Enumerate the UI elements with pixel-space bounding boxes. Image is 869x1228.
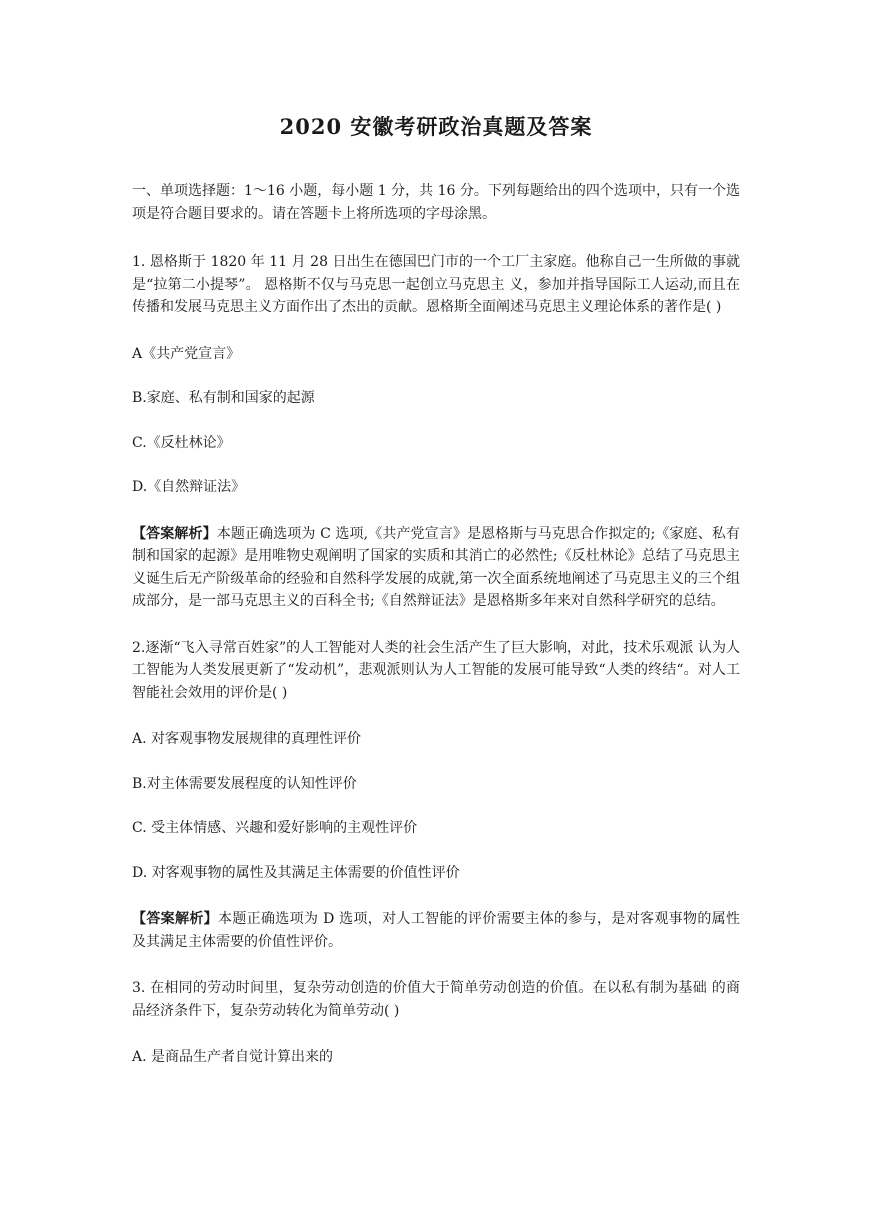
option-b: B.对主体需要发展程度的认知性评价 [132, 775, 357, 792]
answer-text: 本题正确选项为 D 选项，对人工智能的评价需要主体的参与，是对客观事物的属性及其满足主体需要的价值性评价。 [132, 911, 741, 950]
option-a: A《共产党宣言》 [132, 345, 241, 362]
answer-text: 本题正确选项为 C 选项,《共产党宣言》是恩格斯与马克思合作拟定的;《家庭、私有制和国家的起源》是用唯物史观阐明了国家的实质和其消亡的必然性;《反杜林论》总结了马克思主义诞生后无产阶级革命的经验和自然科学发展的成就,第一次全面系统地阐述了马克思主义的三个组成部分，是一部马克思主义的百科全书;《自然辩证法》是恩格斯多年来对自然科学研究的总结。 [132, 525, 741, 609]
option-c: C. 受主体情感、兴趣和爱好影响的主观性评价 [132, 820, 418, 836]
option-a: A. 是商品生产者自觉计算出来的 [132, 1049, 334, 1065]
option-b: B.家庭、私有制和国家的起源 [132, 390, 315, 406]
answer-explanation [132, 908, 740, 953]
option-c: C.《反杜林论》 [132, 434, 231, 451]
answer-explanation [132, 523, 740, 613]
answer-tag: 【答案解析】 [132, 911, 218, 927]
document-title: 2020 安徽考研政治真题及答案 [279, 114, 593, 139]
option-d: D. 对客观事物的属性及其满足主体需要的价值性评价 [132, 864, 460, 881]
section-intro: 一、单项选择题：1～16 小题，每小题 1 分，共 16 分。下列每题给出的四个选项中，只有一个选项是符合题目要求的。请在答题卡上将所选项的字母涂黑。 [132, 183, 740, 222]
question-stem: 2.逐渐“飞入寻常百姓家”的人工智能对人类的社会生活产生了巨大影响，对此，技术乐观派 认为人工智能为人类发展更新了“发动机”，悲观派则认为人工智能的发展可能导致“人类的终结“。对人工智能社会效用的评价是( ) [132, 639, 740, 701]
option-d: D.《自然辩证法》 [132, 479, 246, 495]
question-stem: 3. 在相同的劳动时间里，复杂劳动创造的价值大于简单劳动创造的价值。在以私有制为基础 的商品经济条件下，复杂劳动转化为简单劳动( ) [132, 980, 740, 1019]
question-stem: 1. 恩格斯于 1820 年 11 月 28 日出生在德国巴门市的一个工厂主家庭。他称自己一生所做的事就是“拉第二小提琴”。 恩格斯不仅与马克思一起创立马克思主 义，参加并指导国际工人运动,而且在传播和发展马克思主义方面作出了杰出的贡献。恩格斯全面阐述马克思主义理论体系的著作是( ) [132, 254, 740, 315]
answer-tag: 【答案解析】 [132, 525, 217, 542]
option-a: A. 对客观事物发展规律的真理性评价 [132, 731, 362, 747]
document-body [132, 112, 740, 1091]
